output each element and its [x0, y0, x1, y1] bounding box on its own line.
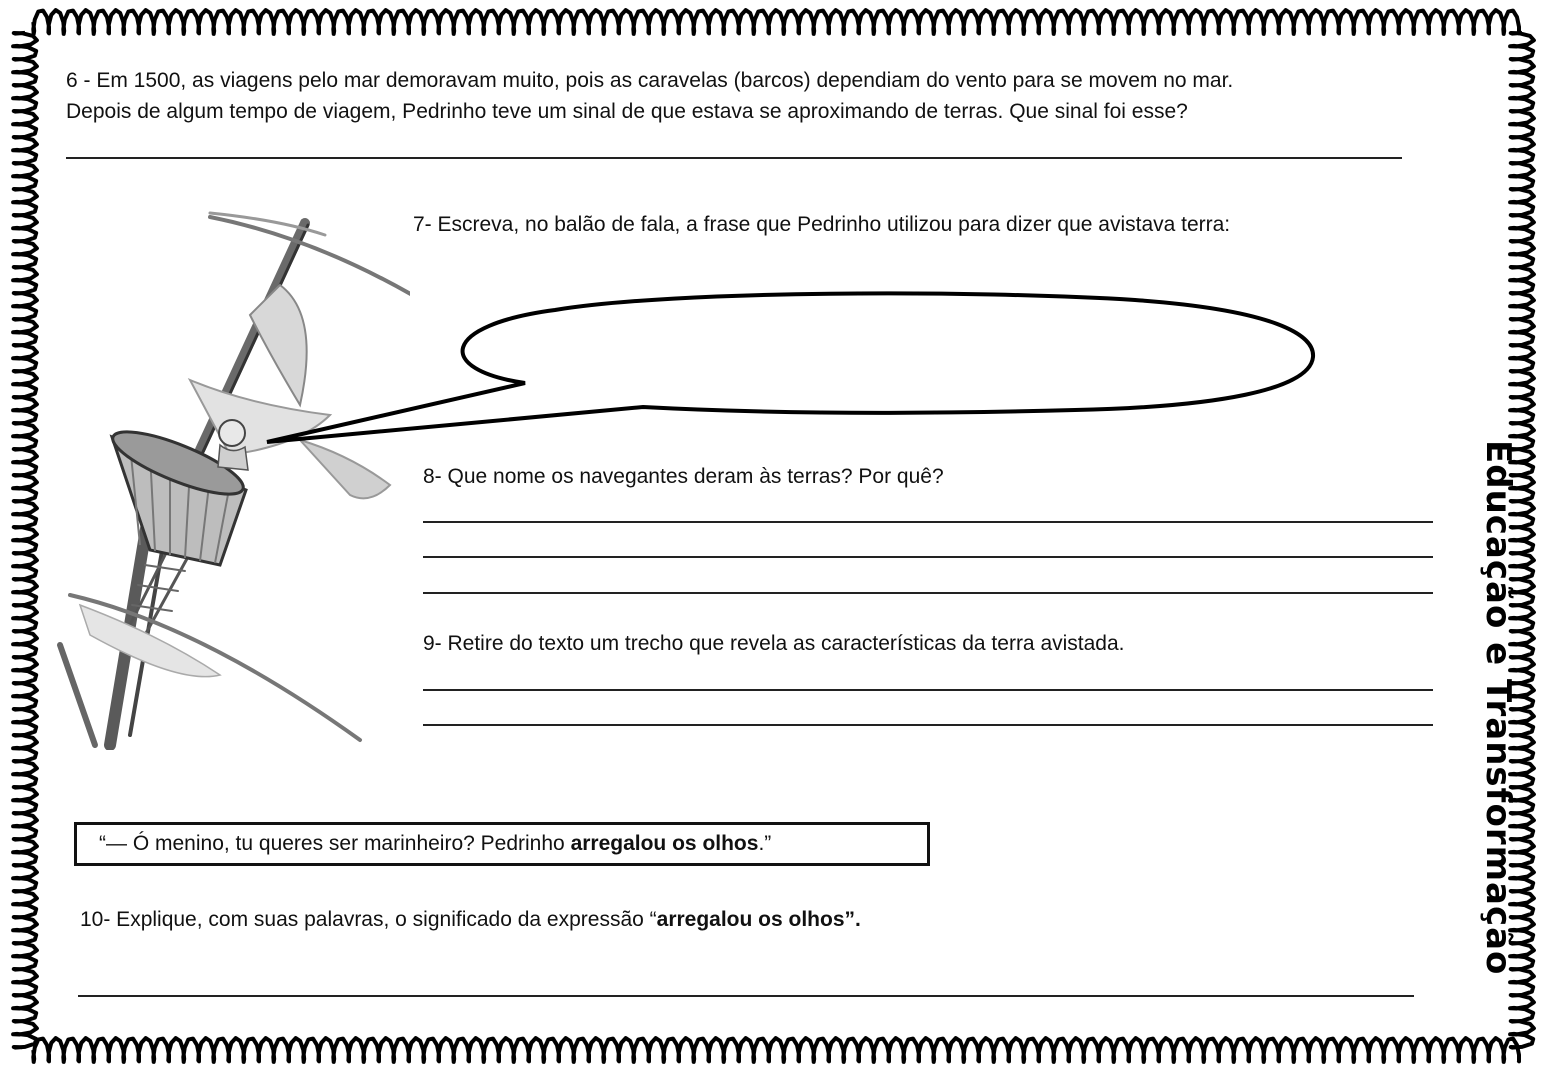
- watermark-text: Educação e Transformação: [1478, 440, 1518, 976]
- answer-line-q8-2[interactable]: [423, 556, 1433, 558]
- quote-text-end: .”: [758, 832, 772, 855]
- quote-text-start: “— Ó menino, tu queres ser marinheiro? Pedrinho: [99, 832, 571, 855]
- question-10: [80, 905, 861, 935]
- question-10-text: 10- Explique, com suas palavras, o significado da expressão “: [80, 908, 657, 931]
- speech-balloon[interactable]: [255, 285, 1330, 455]
- question-7: 7- Escreva, no balão de fala, a frase que Pedrinho utilizou para dizer que avistava terra:: [413, 213, 1231, 236]
- question-8: 8- Que nome os navegantes deram às terras? Por quê?: [423, 465, 944, 488]
- question-9: 9- Retire do texto um trecho que revela as características da terra avistada.: [423, 632, 1125, 655]
- answer-line-q8-1[interactable]: [423, 521, 1433, 523]
- answer-line-q10[interactable]: [78, 995, 1414, 997]
- quote-highlight: arregalou os olhos: [570, 832, 759, 855]
- question-10-expression: arregalou os olhos”.: [656, 908, 861, 931]
- question-6-line-1: 6 - Em 1500, as viagens pelo mar demoravam muito, pois as caravelas (barcos) dependiam do vento para se movem no mar.: [66, 69, 1234, 92]
- question-6-line-2: Depois de algum tempo de viagem, Pedrinho teve um sinal de que estava se aproximando de terras. Que sinal foi esse?: [66, 100, 1188, 123]
- answer-line-q9-1[interactable]: [423, 689, 1433, 691]
- answer-line-q8-3[interactable]: [423, 592, 1433, 594]
- answer-line-q6[interactable]: [66, 157, 1402, 159]
- answer-line-q9-2[interactable]: [423, 724, 1433, 726]
- quote-box: [74, 822, 930, 866]
